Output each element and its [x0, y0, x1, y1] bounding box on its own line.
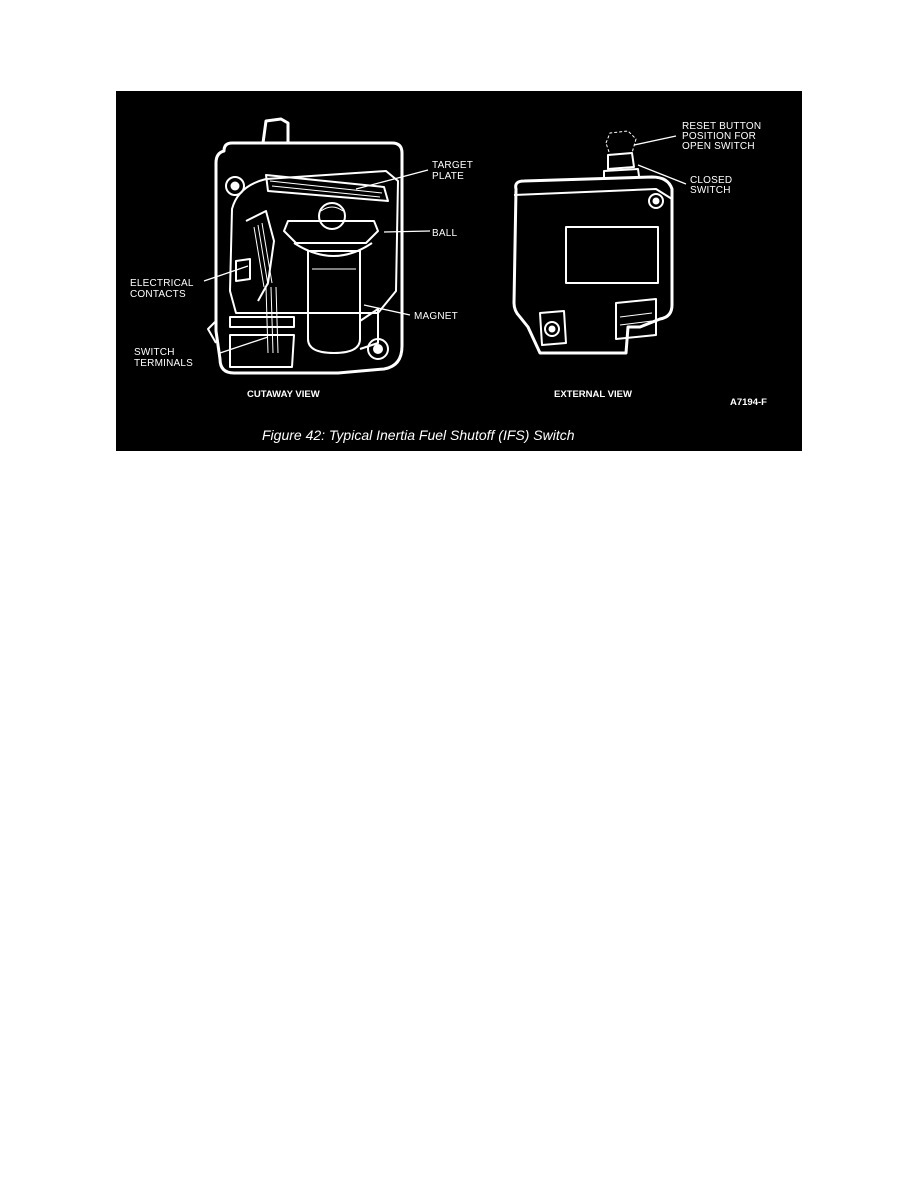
closed-switch-label-line1: CLOSED [690, 175, 733, 186]
figure-panel [116, 91, 802, 451]
electrical-contacts-label-line1: ELECTRICAL [130, 278, 194, 289]
closed-switch-label-line2: SWITCH [690, 185, 731, 196]
cutaway-view-title: CUTAWAY VIEW [247, 389, 320, 400]
external-illustration [514, 131, 672, 353]
magnet-label: MAGNET [414, 311, 458, 322]
external-view-title: EXTERNAL VIEW [554, 389, 632, 400]
switch-terminals-label-line2: TERMINALS [134, 358, 194, 369]
cutaway-illustration [208, 119, 402, 373]
target-plate-label-line2: PLATE [432, 171, 464, 182]
figure-caption: Figure 42: Typical Inertia Fuel Shutoff (IFS) Switch [262, 427, 575, 443]
electrical-contacts-label-line2: CONTACTS [130, 289, 186, 300]
ifs-switch-diagram [116, 91, 802, 451]
reset-button-label-line2: POSITION FOR [682, 131, 757, 142]
figure-code: A7194-F [730, 397, 767, 408]
switch-terminals-label-line1: SWITCH [134, 347, 175, 358]
target-plate-label-line1: TARGET [432, 160, 474, 171]
reset-button-label-line1: RESET BUTTON [682, 121, 762, 132]
reset-button-label-line3: OPEN SWITCH [682, 141, 755, 152]
ball-label: BALL [432, 228, 458, 239]
